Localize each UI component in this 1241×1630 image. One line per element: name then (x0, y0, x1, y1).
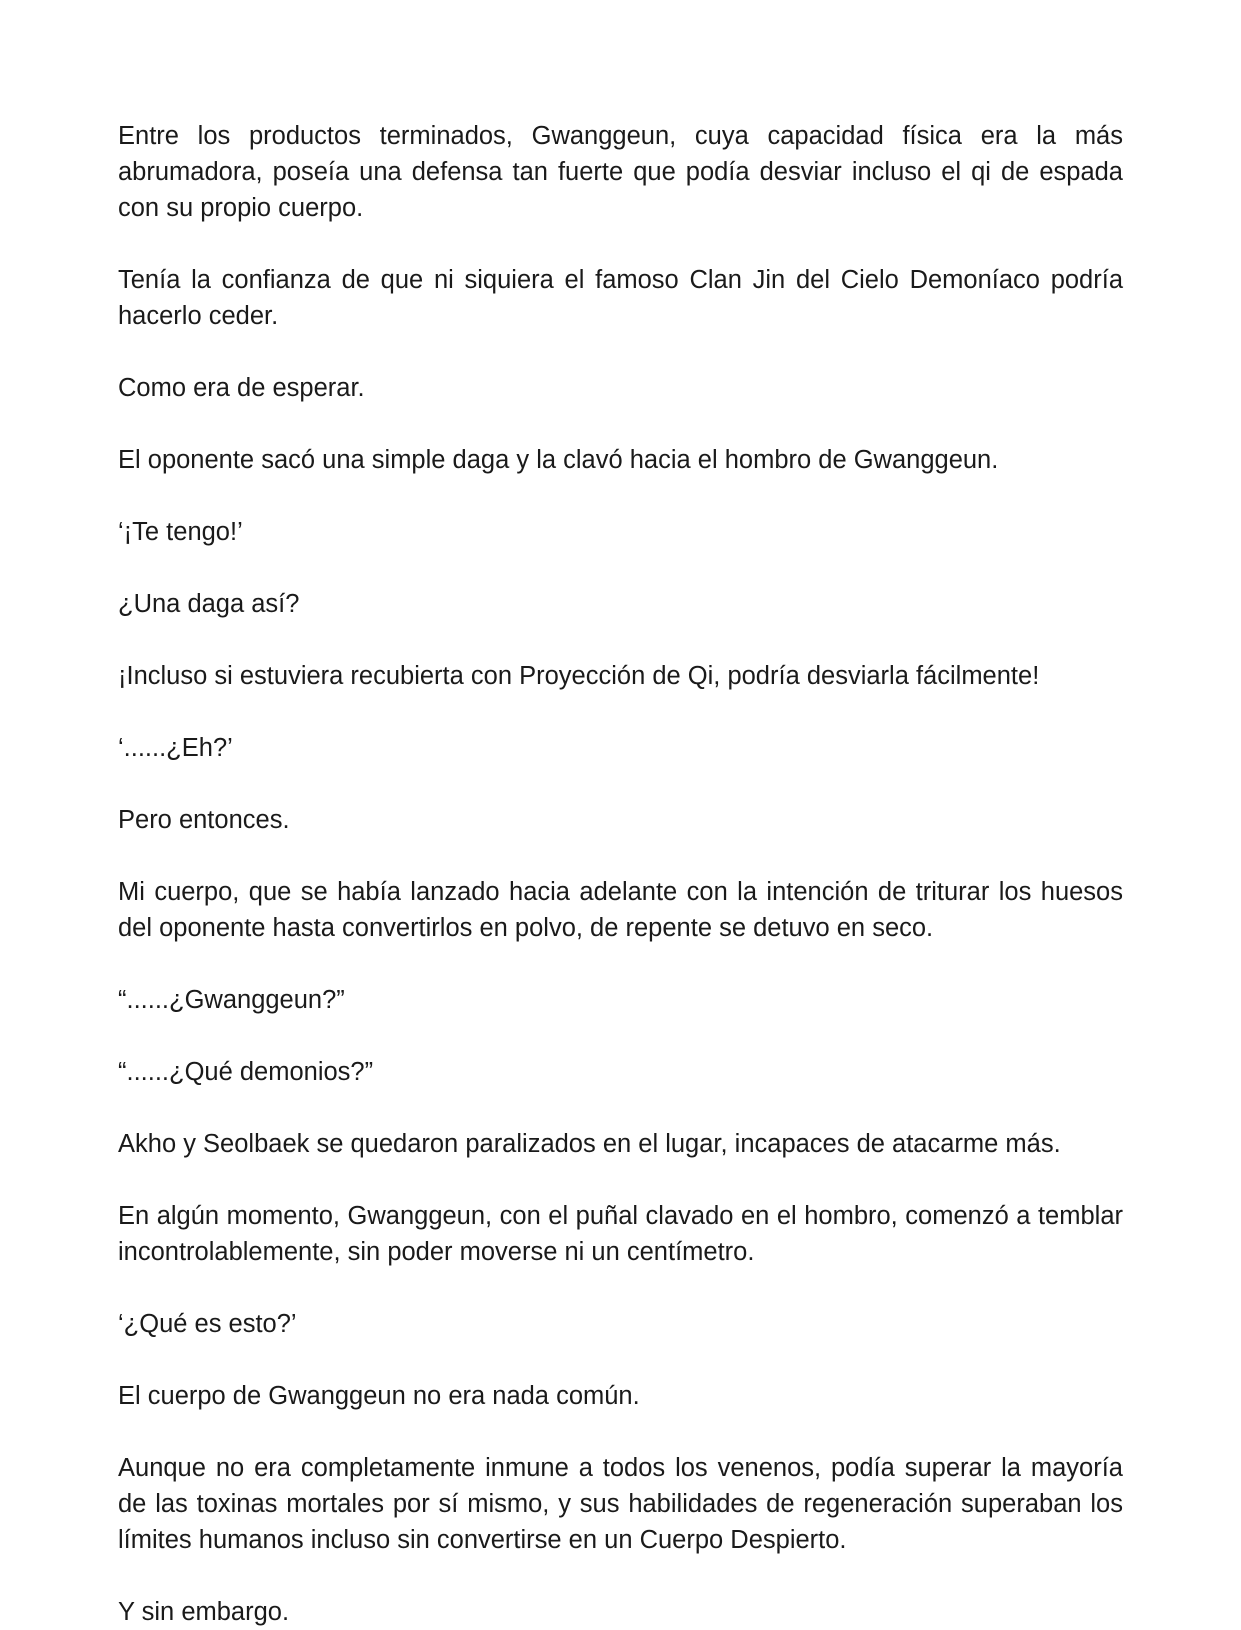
paragraph: Y sin embargo. (118, 1598, 290, 1626)
paragraph: Aunque no era completamente inmune a todos los venenos, podía superar la mayoría de las toxinas mortales por sí mismo, y sus habilidades de regeneración superaban los límites humanos incluso sin convertirse en un Cuerpo Despierto. (118, 1454, 1123, 1554)
paragraph: El cuerpo de Gwanggeun no era nada común. (118, 1382, 640, 1410)
paragraph: En algún momento, Gwanggeun, con el puñal clavado en el hombro, comenzó a temblar incontrolablemente, sin poder moverse ni un centímetro. (118, 1202, 1123, 1266)
paragraph: ¿Una daga así? (118, 590, 300, 618)
paragraph: Entre los productos terminados, Gwanggeun, cuya capacidad física era la más abrumadora, poseía una defensa tan fuerte que podía desviar incluso el qi de espada con su propio cuerpo. (118, 122, 1123, 222)
paragraph: Mi cuerpo, que se había lanzado hacia adelante con la intención de triturar los huesos del oponente hasta convertirlos en polvo, de repente se detuvo en seco. (118, 878, 1123, 942)
paragraph: Como era de esperar. (118, 374, 365, 402)
paragraph: “......¿Qué demonios?” (118, 1058, 374, 1086)
paragraph: ¡Incluso si estuviera recubierta con Proyección de Qi, podría desviarla fácilmente! (118, 662, 1040, 690)
paragraph: El oponente sacó una simple daga y la clavó hacia el hombro de Gwanggeun. (118, 446, 999, 474)
paragraph: Akho y Seolbaek se quedaron paralizados en el lugar, incapaces de atacarme más. (118, 1130, 1061, 1158)
paragraph: ‘¿Qué es esto?’ (118, 1310, 297, 1338)
text-body (118, 118, 1123, 1630)
paragraph: Tenía la confianza de que ni siquiera el famoso Clan Jin del Cielo Demoníaco podría hacerlo ceder. (118, 266, 1123, 330)
paragraph: Pero entonces. (118, 806, 290, 834)
paragraph: “......¿Gwanggeun?” (118, 986, 345, 1014)
paragraph: ‘¡Te tengo!’ (118, 518, 243, 546)
paragraph: ‘......¿Eh?’ (118, 734, 233, 762)
